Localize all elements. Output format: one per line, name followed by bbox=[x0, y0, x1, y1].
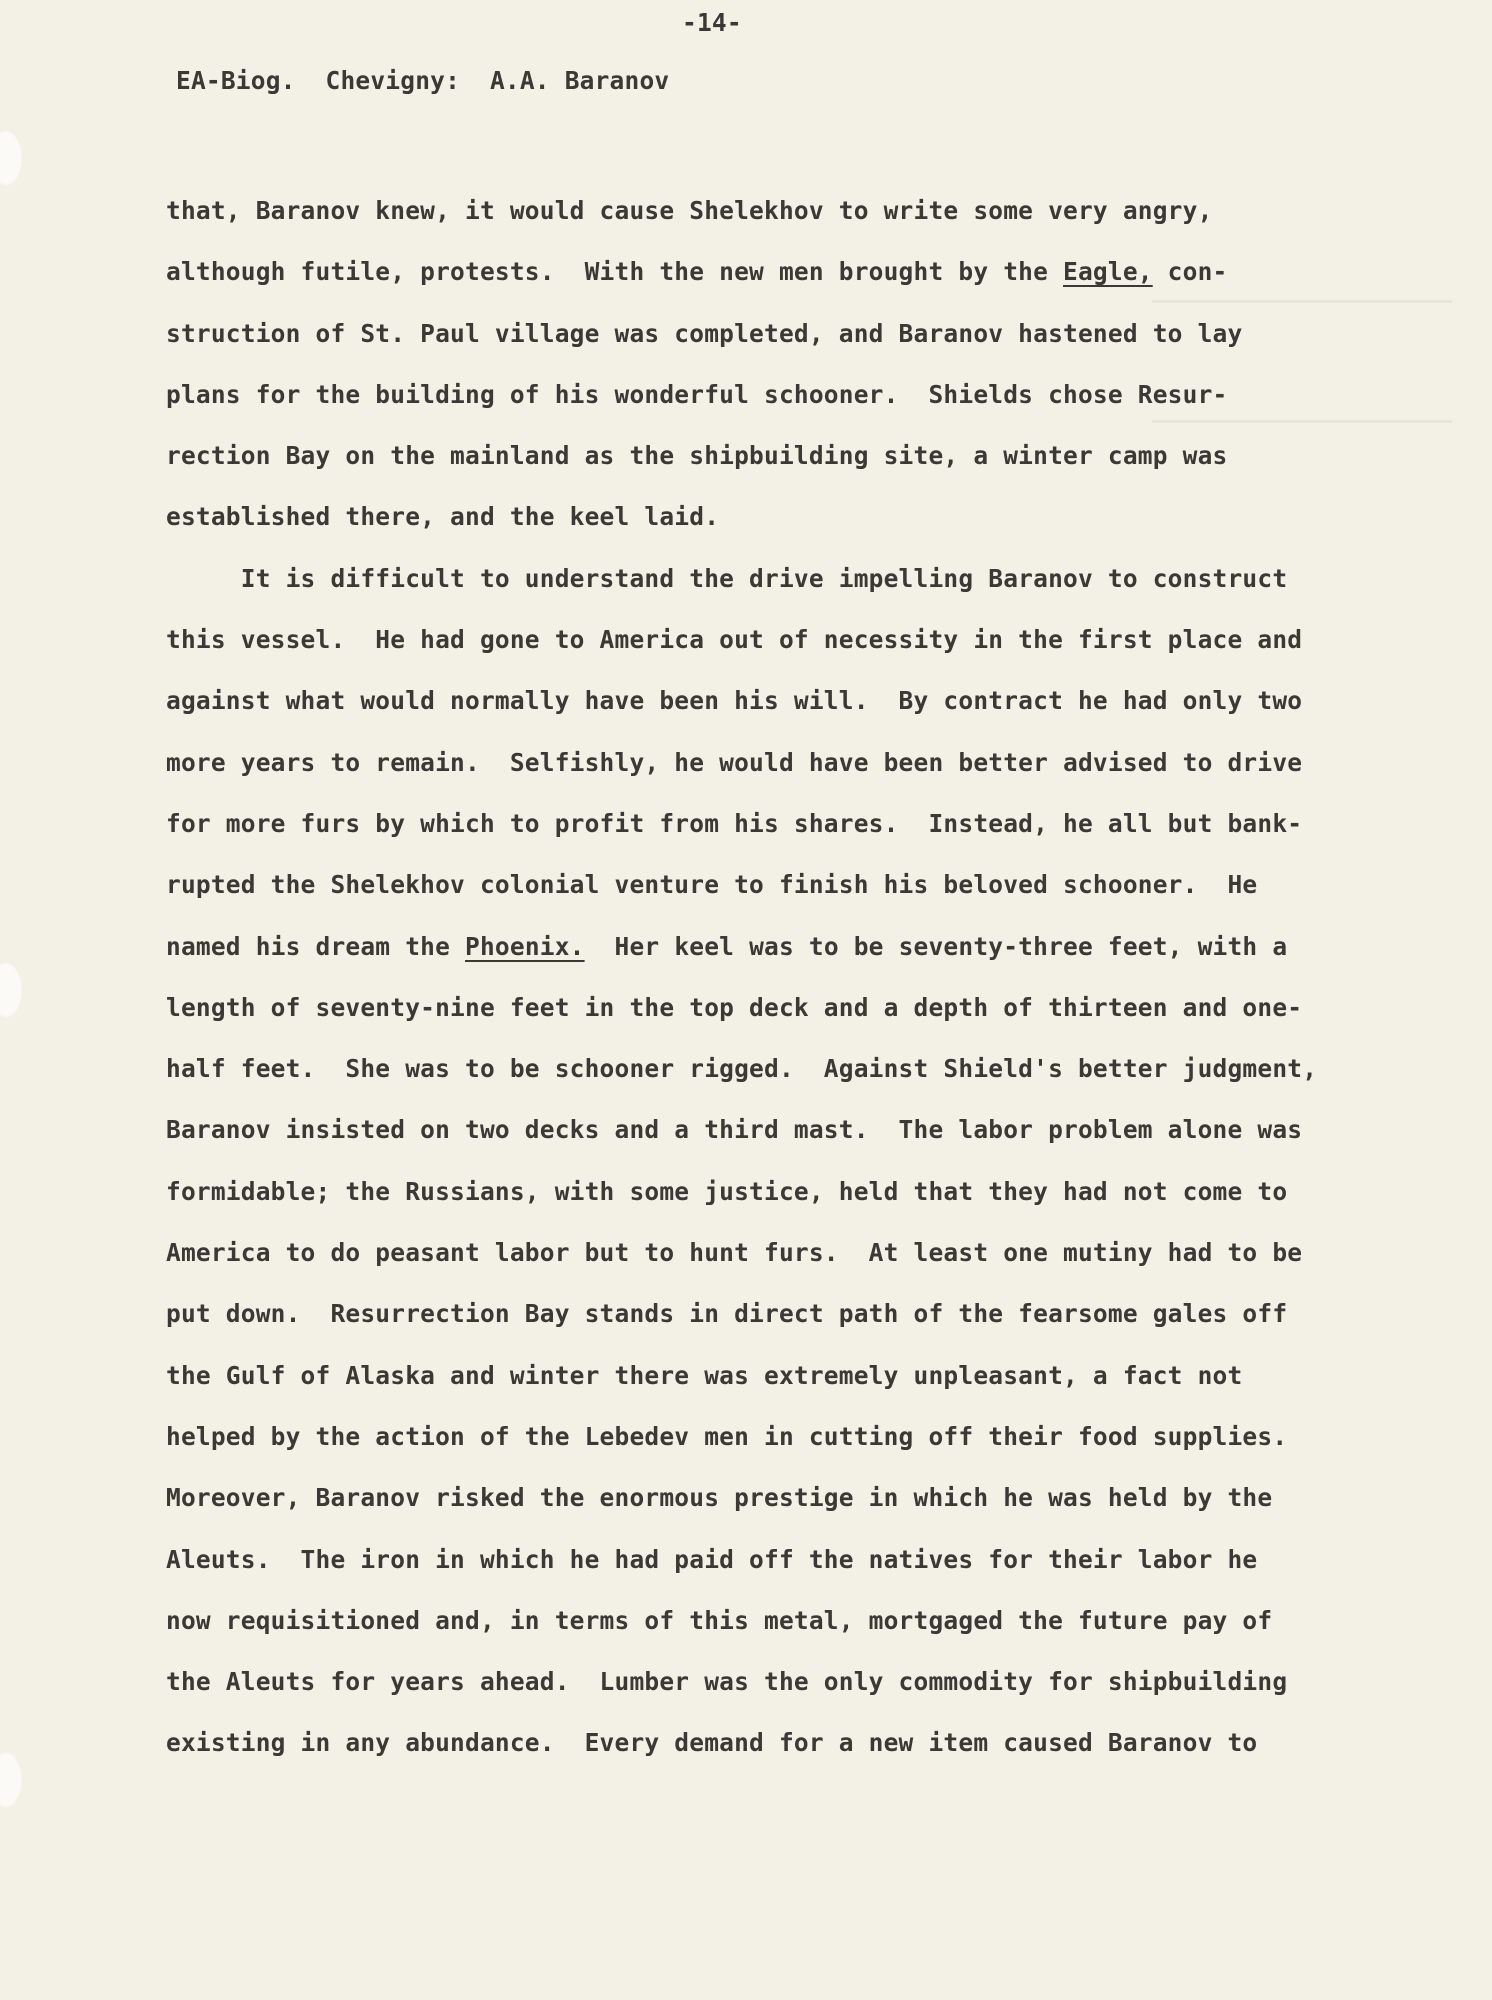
underlined-title: Phoenix. bbox=[465, 931, 585, 961]
text-line: for more furs by which to profit from his shares. Instead, he all but bank- bbox=[166, 808, 1303, 838]
page-number: -14- bbox=[682, 8, 742, 37]
text-line: now requisitioned and, in terms of this metal, mortgaged the future pay of bbox=[166, 1605, 1273, 1635]
punch-hole bbox=[0, 1752, 22, 1808]
text-line: helped by the action of the Lebedev men in cutting off their food supplies. bbox=[166, 1421, 1288, 1451]
text-line: plans for the building of his wonderful schooner. Shields chose Resur- bbox=[166, 379, 1228, 409]
text-line: rupted the Shelekhov colonial venture to finish his beloved schooner. He bbox=[166, 870, 1258, 900]
text-line: formidable; the Russians, with some justice, held that they had not come to bbox=[166, 1176, 1288, 1206]
text-line: more years to remain. Selfishly, he would have been better advised to drive bbox=[166, 747, 1303, 777]
text-line: the Gulf of Alaska and winter there was extremely unpleasant, a fact not bbox=[166, 1360, 1243, 1390]
text-line: Aleuts. The iron in which he had paid off the natives for their labor he bbox=[166, 1544, 1258, 1574]
text-line: against what would normally have been his will. By contract he had only two bbox=[166, 686, 1303, 716]
text-line: that, Baranov knew, it would cause Shelekhov to write some very angry, bbox=[166, 196, 1213, 225]
text-line: America to do peasant labor but to hunt furs. At least one mutiny had to be bbox=[166, 1238, 1303, 1268]
text-line: existing in any abundance. Every demand for a new item caused Baranov to bbox=[166, 1728, 1258, 1758]
text-line: established there, and the keel laid. bbox=[166, 502, 720, 532]
underlined-title: Eagle, bbox=[1063, 257, 1153, 287]
text-line: struction of St. Paul village was completed, and Baranov hastened to lay bbox=[166, 318, 1243, 348]
text-line: put down. Resurrection Bay stands in direct path of the fearsome gales off bbox=[166, 1299, 1288, 1329]
text-line: length of seventy-nine feet in the top deck and a depth of thirteen and one- bbox=[166, 992, 1303, 1022]
punch-hole bbox=[0, 962, 22, 1018]
text-line: Moreover, Baranov risked the enormous prestige in which he was held by the bbox=[166, 1483, 1273, 1513]
text-line: rection Bay on the mainland as the shipbuilding site, a winter camp was bbox=[166, 441, 1228, 471]
text-line: the Aleuts for years ahead. Lumber was the only commodity for shipbuilding bbox=[166, 1667, 1288, 1697]
text-line: this vessel. He had gone to America out of necessity in the first place and bbox=[166, 625, 1303, 655]
running-header: EA-Biog. Chevigny: A.A. Baranov bbox=[176, 66, 670, 95]
text-line: named his dream the Phoenix. Her keel was to be seventy-three feet, with a bbox=[166, 931, 1288, 961]
text-line: Baranov insisted on two decks and a third mast. The labor problem alone was bbox=[166, 1115, 1303, 1145]
text-line: It is difficult to understand the drive impelling Baranov to construct bbox=[166, 563, 1288, 593]
text-line: half feet. She was to be schooner rigged. Against Shield's better judgment, bbox=[166, 1054, 1318, 1084]
text-line: although futile, protests. With the new men brought by the Eagle, con- bbox=[166, 257, 1228, 287]
body-text bbox=[166, 196, 1317, 1790]
punch-hole bbox=[0, 130, 22, 186]
